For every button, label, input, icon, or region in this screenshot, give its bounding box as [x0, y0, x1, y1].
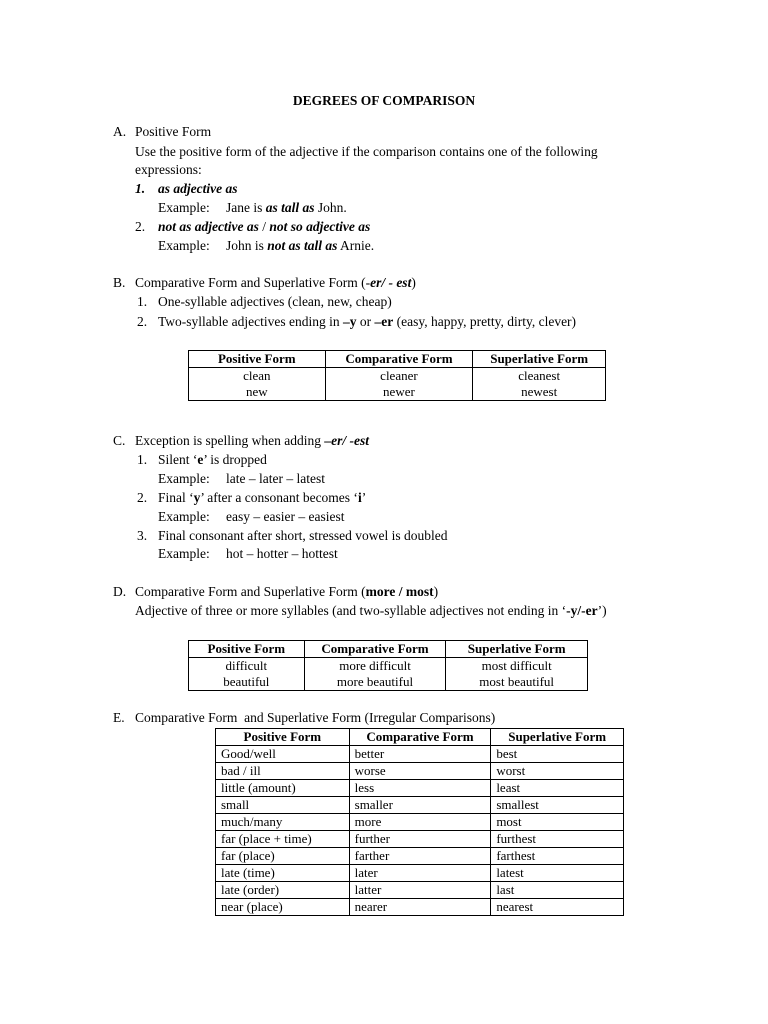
section-c-item1-text: Silent ‘e’ is dropped [158, 452, 267, 467]
section-d-line2: Adjective of three or more syllables (and two-syllable adjectives not ending in ‘-y/-er’) [135, 603, 607, 618]
table-cell: most beautiful [446, 674, 588, 691]
table-cell: late (time) [216, 865, 350, 882]
table-row [216, 865, 624, 882]
section-c-example1-label: Example: [158, 471, 210, 486]
table-row [216, 746, 624, 763]
section-a-letter: A. [113, 124, 127, 139]
table-e-header-row [216, 729, 624, 746]
table-row [216, 797, 624, 814]
section-e-letter: E. [113, 710, 125, 725]
section-c-example1: late – later – latest [226, 471, 325, 486]
table-cell: small [216, 797, 350, 814]
table-cell: new [189, 384, 326, 401]
section-a-item1-text: as adjective as [158, 181, 238, 196]
section-a-example2: John is not as tall as Arnie. [226, 238, 375, 253]
table-cell: little (amount) [216, 780, 350, 797]
section-a-example1: Jane is as tall as John. [226, 200, 347, 215]
section-c-item2-text: Final ‘y’ after a consonant becomes ‘i’ [158, 490, 367, 505]
table-cell: near (place) [216, 899, 350, 916]
table-cell: cleanest [473, 368, 606, 385]
table-e-header-superlative: Superlative Form [491, 729, 624, 746]
table-b [188, 350, 606, 401]
table-cell: more difficult [304, 658, 446, 675]
table-b-header-superlative: Superlative Form [473, 351, 606, 368]
table-cell: late (order) [216, 882, 350, 899]
table-e-header-positive: Positive Form [216, 729, 350, 746]
table-cell: newer [325, 384, 473, 401]
section-a-intro-line1: Use the positive form of the adjective if the comparison contains one of the following [135, 144, 598, 159]
table-cell: bad / ill [216, 763, 350, 780]
table-row [216, 848, 624, 865]
section-a-item2-number: 2. [135, 219, 146, 234]
table-cell: smallest [491, 797, 624, 814]
table-cell: worse [349, 763, 491, 780]
section-c-heading: Exception is spelling when adding –er/ -est [135, 433, 369, 448]
section-b-item2-number: 2. [137, 314, 148, 329]
table-row [189, 368, 606, 385]
table-cell: further [349, 831, 491, 848]
table-row [216, 831, 624, 848]
table-cell: furthest [491, 831, 624, 848]
table-row [216, 899, 624, 916]
table-cell: better [349, 746, 491, 763]
section-c-item3-text: Final consonant after short, stressed vowel is doubled [158, 528, 448, 543]
table-cell: last [491, 882, 624, 899]
table-cell: farther [349, 848, 491, 865]
section-a-example1-label: Example: [158, 200, 210, 215]
table-cell: newest [473, 384, 606, 401]
table-cell: most [491, 814, 624, 831]
table-row [216, 882, 624, 899]
table-d-header-row [189, 641, 588, 658]
table-cell: most difficult [446, 658, 588, 675]
section-a-item1-number: 1. [135, 181, 146, 196]
section-a-item2-text: not as adjective as / not so adjective as [158, 219, 371, 234]
table-cell: nearest [491, 899, 624, 916]
table-row [189, 384, 606, 401]
table-cell: difficult [189, 658, 305, 675]
section-d-heading: Comparative Form and Superlative Form (more / most) [135, 584, 439, 599]
table-d [188, 640, 588, 691]
table-row [216, 763, 624, 780]
section-b-letter: B. [113, 275, 126, 290]
table-cell: beautiful [189, 674, 305, 691]
table-row [216, 814, 624, 831]
table-cell: much/many [216, 814, 350, 831]
table-cell: farthest [491, 848, 624, 865]
table-e-header-comparative: Comparative Form [349, 729, 491, 746]
section-c-example3: hot – hotter – hottest [226, 546, 338, 561]
table-cell: more beautiful [304, 674, 446, 691]
table-cell: best [491, 746, 624, 763]
section-e-heading: Comparative Form and Superlative Form (Irregular Comparisons) [135, 710, 496, 725]
table-cell: Good/well [216, 746, 350, 763]
table-b-header-positive: Positive Form [189, 351, 326, 368]
table-cell: more [349, 814, 491, 831]
page-title: DEGREES OF COMPARISON [292, 93, 476, 108]
section-c-item3-number: 3. [137, 528, 148, 543]
section-b-item1-text: One-syllable adjectives (clean, new, cheap) [158, 294, 392, 309]
section-c-example2: easy – easier – easiest [226, 509, 345, 524]
table-row [189, 674, 588, 691]
table-d-header-superlative: Superlative Form [446, 641, 588, 658]
table-cell: latest [491, 865, 624, 882]
section-d-letter: D. [113, 584, 127, 599]
section-b-item1-number: 1. [137, 294, 148, 309]
table-b-header-row [189, 351, 606, 368]
table-row [189, 658, 588, 675]
section-c-letter: C. [113, 433, 126, 448]
section-c-example2-label: Example: [158, 509, 210, 524]
table-cell: least [491, 780, 624, 797]
table-d-header-comparative: Comparative Form [304, 641, 446, 658]
table-cell: less [349, 780, 491, 797]
section-a-intro-line2: expressions: [135, 162, 202, 177]
section-c-item1-number: 1. [137, 452, 148, 467]
section-a-example2-label: Example: [158, 238, 210, 253]
table-b-header-comparative: Comparative Form [325, 351, 473, 368]
table-cell: smaller [349, 797, 491, 814]
section-b-heading: Comparative Form and Superlative Form (-er/ - est) [135, 275, 416, 290]
table-cell: worst [491, 763, 624, 780]
section-c-item2-number: 2. [137, 490, 148, 505]
table-cell: far (place + time) [216, 831, 350, 848]
table-d-header-positive: Positive Form [189, 641, 305, 658]
table-cell: later [349, 865, 491, 882]
table-cell: nearer [349, 899, 491, 916]
section-a-heading: Positive Form [135, 124, 212, 139]
table-e [215, 728, 624, 916]
table-cell: latter [349, 882, 491, 899]
section-c-example3-label: Example: [158, 546, 210, 561]
table-cell: far (place) [216, 848, 350, 865]
table-cell: cleaner [325, 368, 473, 385]
table-row [216, 780, 624, 797]
section-b-item2-text: Two-syllable adjectives ending in –y or –er (easy, happy, pretty, dirty, clever) [158, 314, 577, 329]
table-cell: clean [189, 368, 326, 385]
